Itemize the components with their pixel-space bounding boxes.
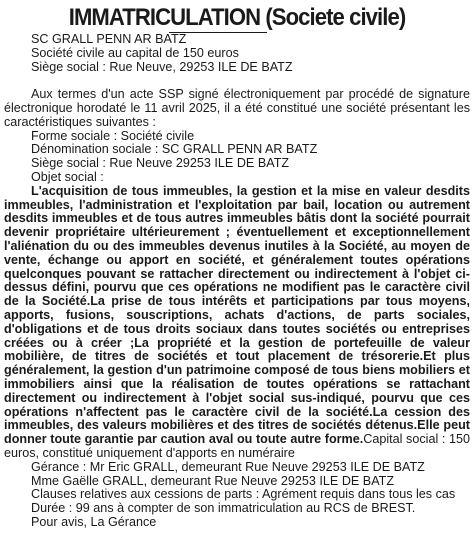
management-line-2: Mme Gaëlle GRALL, demeurant Rue Neuve 29253 ILE DE BATZ xyxy=(31,473,395,488)
company-name-header: SC GRALL PENN AR BATZ xyxy=(31,32,187,46)
spacer xyxy=(4,74,470,88)
company-form-header: Société civile au capital de 150 euros xyxy=(31,45,239,60)
purpose-label: Objet social : xyxy=(31,169,104,184)
title-underline xyxy=(169,32,267,33)
company-name-line: Dénomination sociale : SC GRALL PENN AR BATZ xyxy=(31,142,318,157)
signature-line: Pour avis, La Gérance xyxy=(31,514,157,529)
purpose-text: L'acquisition de tous immeubles, la gestion et la mise en valeur desdits immeubles, l'administration et l'exploitation par bail, location ou autrement desdits immeubles et de tous autres immeubles bâtis dont la société pourrait devenir propriétaire ultérieurement ; éventuellement et exceptionnellement l'aliénation du ou des immeubles devenus inutiles à la Société, au moyen de vente, échange ou apport en société, et généralement toutes opérations quelconques pouvant se rattacher directement ou indirectement à l'objet ci- dessus défini, pourvu que ces opérations ne modifient pas le caractère civil de la Société.La prise de tous intérêts et participations par tous moyens, apports, fusions, souscriptions, achats d'actions, de parts sociales, d'obligations et de tous droits sociaux dans toutes sociétés ou entreprises créées ou à créer ;La propriété et la gestion de portefeuille de valeur mobilière, de titres de sociétés et tout placement de trésorerie.Et plus généralement, la gestion d'un patrimoine composé de tous biens mobiliers et immobiliers ainsi que la réalisation de toutes opérations se rattachant directement ou indirectement à l'objet social sus-indiqué, pourvu que ces opérations n'affectent pas le caractère civil de la société.La cession des immeubles, des valeurs mobilières et des titres de sociétés détenus.Elle peut donner toute garantie par caution aval ou toute autre forme. xyxy=(4,183,470,447)
intro-paragraph: Aux termes d'un acte SSP signé électroniquement par procédé de signature électronique horodaté le 11 avril 2025, il a été constitué une société présentant les caractéristiques suivantes : xyxy=(4,87,470,129)
management-line: Gérance : Mr Eric GRALL, demeurant Rue Neuve 29253 ILE DE BATZ xyxy=(31,459,425,474)
duration-line: Durée : 99 ans à compter de son immatriculation au RCS de BREST. xyxy=(31,501,416,516)
registered-office-line: Siège social : Rue Neuve 29253 ILE DE BATZ xyxy=(31,156,290,171)
company-seat-header: Siège social : Rue Neuve, 29253 ILE DE BATZ xyxy=(31,59,293,74)
purpose-paragraph xyxy=(4,185,470,461)
legal-form-line: Forme sociale : Société civile xyxy=(31,128,195,143)
share-transfer-clauses: Clauses relatives aux cessions de parts : Agrément requis dans tous les cas xyxy=(31,487,456,502)
notice-title: IMMATRICULATION (Societe civile) xyxy=(68,4,406,31)
capital-text: Capital social : 150 euros, constitué uniquement d'apports en numéraire xyxy=(4,432,470,460)
